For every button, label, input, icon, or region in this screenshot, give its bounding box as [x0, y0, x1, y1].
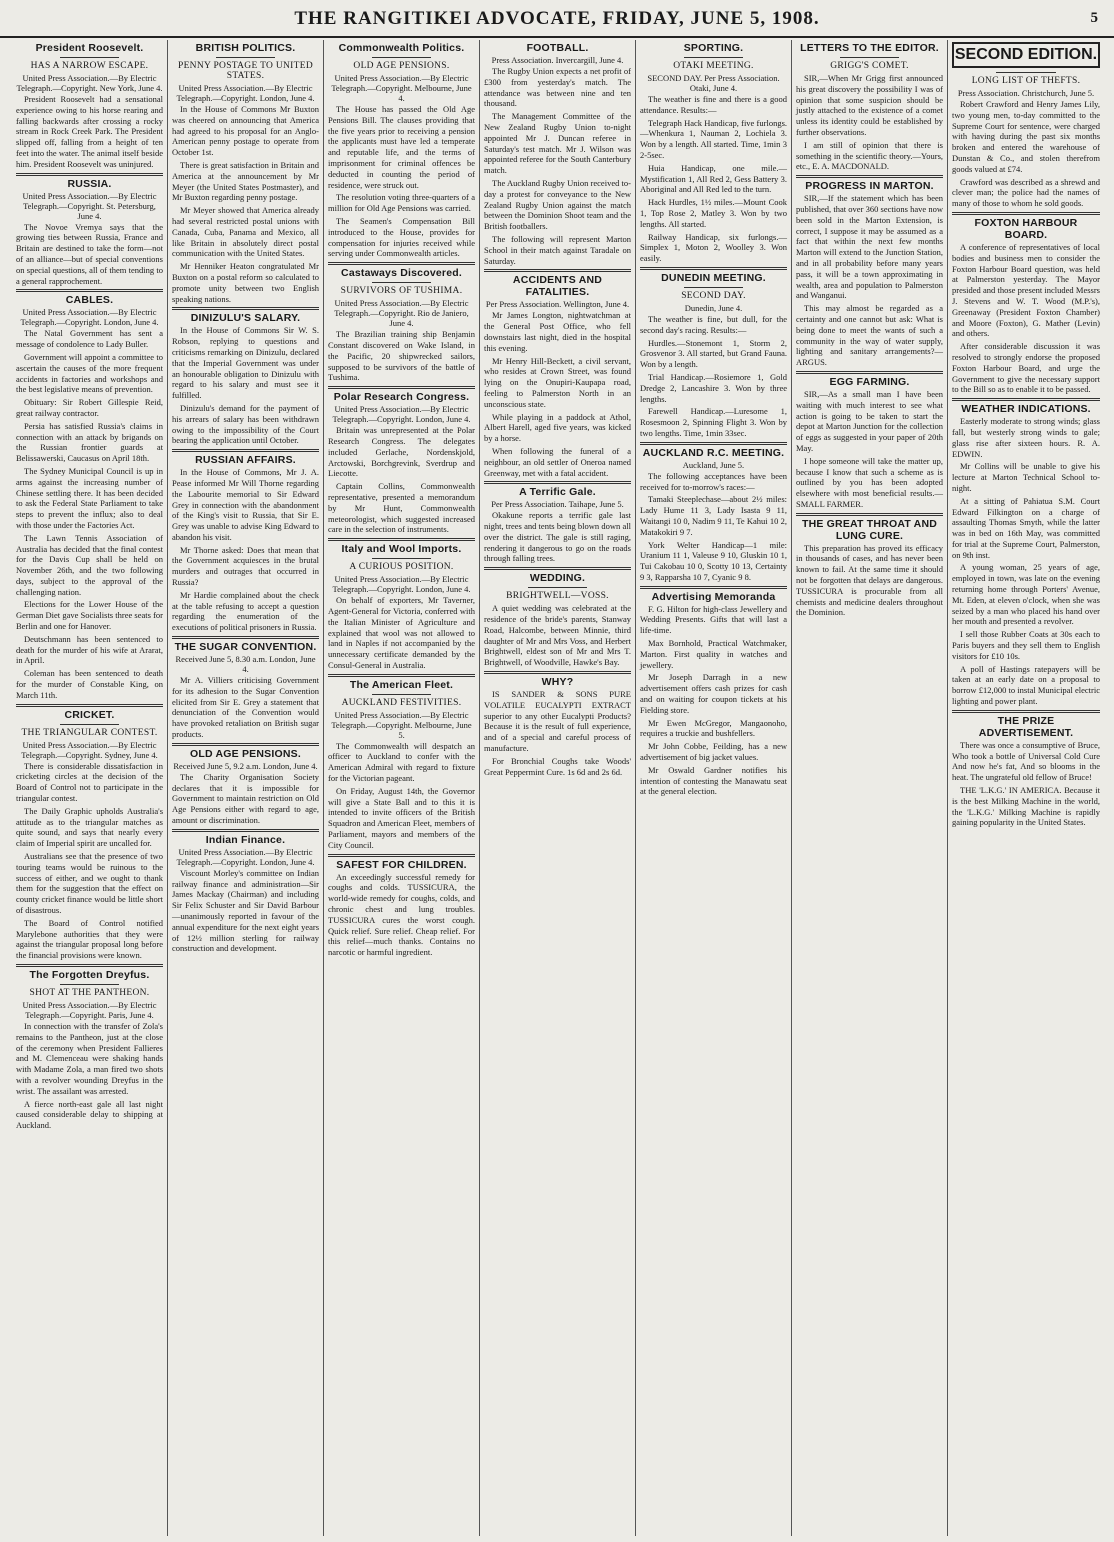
article-heading: WEATHER INDICATIONS. — [961, 403, 1091, 416]
article-subheading: SECOND DAY. — [681, 290, 746, 301]
article-paragraph: Mr Ewen McGregor, Mangaonoho, requires a truckie and bushfellers. — [640, 717, 787, 739]
article-paragraph: A young woman, 25 years of age, employed in town, was late on the evening returning home through Porters' Avenue, Mt. Eden, at eleven o'clock, when she was seized by a man who placed his hand over her mouth and presented a revolver. — [952, 562, 1100, 627]
article-paragraph: I sell those Rubber Coats at 30s each to Paris buyers and they sell them to English visitors for £10 10s. — [952, 629, 1100, 661]
article-subheading: LONG LIST OF THEFTS. — [971, 76, 1081, 86]
article-subheading: AUCKLAND FESTIVITIES. — [341, 697, 462, 708]
article-paragraph: A fierce north-east gale all last night caused considerable delay to shipping at Auckland. — [16, 1098, 163, 1131]
article — [172, 636, 319, 740]
article-paragraph: In the House of Commons Mr Buxton was cheered on announcing that America had agreed to his proposal for an Anglo-American penny postage to operate from October 1st. — [172, 104, 319, 158]
article-heading: FOOTBALL. — [526, 42, 589, 54]
article — [172, 829, 319, 954]
article-paragraph: Mr Hardie complained about the check at the table refusing to accept a question regarding the enumeration of the executions of political prisoners in Russia. — [172, 589, 319, 633]
article — [796, 371, 943, 510]
heading-rule — [372, 694, 431, 695]
article-paragraph: While playing in a paddock at Athol, Albert Harell, aged five years, was kicked by a horse. — [484, 411, 631, 444]
column-7 — [948, 40, 1104, 1536]
article-paragraph: In the House of Commons Sir W. S. Robson, replying to questions and criticisms remarking on Dinizulu, declared that the Imperial Government was under an honourable obligation to Dinizulu with regard to his salary and must see it fulfilled. — [172, 325, 319, 401]
article-paragraph: Huia Handicap, one mile.—Mystification 1, All Red 2, Gess Battery 3. Aboriginal and All Red led to the turn. — [640, 162, 787, 195]
article-heading: CRICKET. — [64, 708, 115, 721]
article-paragraph: President Roosevelt had a sensational experience owing to his horse rearing and falling backwards after crossing a rocky stream in Rock Creek Park. The President slipped off, falling from a height of ten feet into the water. The animal itself beside him. President Roosevelt was uninjured. — [16, 94, 163, 169]
article-paragraph: Mr Meyer showed that America already had several restricted postal unions with Canada, Cuba, Panama and Mexico, all like Britain in absolutely direct postal communication with the United States. — [172, 205, 319, 259]
article-heading: AUCKLAND R.C. MEETING. — [642, 446, 785, 459]
article — [952, 398, 1100, 707]
article-dateline: United Press Association.—By Electric Telegraph.—Copyright. Rio de Janiero, June 4. — [334, 298, 469, 329]
article-dateline: Press Association. Invercargill, June 4. — [491, 55, 624, 65]
heading-rule — [216, 57, 275, 58]
article-paragraph: The Brazilian training ship Benjamin Constant discovered on Wake Island, in the Pacific, 20 shipwrecked sailors, supposed to be survivors of the battle of Tushima. — [328, 329, 475, 383]
article-paragraph: An exceedingly successful remedy for coughs and colds. TUSSICURA, the world-wide remedy for coughs, colds, and chronic chest and lung troubles. TUSSICURA cures the worst cough. Quick relief. Sure relief. Cheap relief. For this relief—much thanks. Contains no narcotic or harmful ingredient. — [328, 871, 475, 958]
article-paragraph: Mr Collins will be unable to give his lecture at Marton Technical School to-night. — [952, 461, 1100, 493]
article-divider — [640, 267, 787, 270]
article-paragraph: Trial Handicap.—Rosiemore 1, Gold Dredge 2, Lancashire 3. Won by three lengths. — [640, 371, 787, 404]
article-paragraph: There was once a consumptive of Bruce, Who took a bottle of Universal Cold Cure And now he's fat, And so blooms in the heat. The ungrateful old fellow of Bruce! — [952, 739, 1100, 783]
article-heading: EGG FARMING. — [829, 375, 910, 388]
article-paragraph: Australians see that the presence of two touring teams would be ruinous to the success of either, and we ought to thank them for the suggestion that the effect on county cricket finance would be little short of disastrous. — [16, 851, 163, 916]
article-dateline: United Press Association.—By Electric Telegraph.—Copyright. London, June 4. — [332, 574, 471, 595]
article — [16, 42, 163, 170]
article-heading: OLD AGE PENSIONS. — [190, 747, 301, 760]
article-paragraph: On Friday, August 14th, the Governor will give a State Ball and to this it is intended to invite officers of the British Squadron and American Fleet, members of Parliament, mayors and members of the City Council. — [328, 785, 475, 850]
article-divider — [640, 586, 787, 589]
heading-rule — [684, 287, 743, 288]
article-paragraph: F. G. Hilton for high-class Jewellery and Wedding Presents. Gifts that will last a life-time. — [640, 603, 787, 636]
article-paragraph: Dinizulu's demand for the payment of his arrears of salary has been withdrawn owing to the impossibility of the Court bearing the application until October. — [172, 402, 319, 446]
article-paragraph: There is great satisfaction in Britain and America at the announcement by Mr Meyer (the United States Postmaster), and Mr Buxton regarding penny postage. — [172, 159, 319, 203]
article — [328, 538, 475, 671]
article-subheading: HAS A NARROW ESCAPE. — [30, 61, 149, 71]
article-dateline: United Press Association.—By Electric Telegraph.—Copyright. London, June 4. — [20, 307, 159, 328]
article-paragraph: Obituary: Sir Robert Gillespie Reid, great railway contractor. — [16, 397, 163, 418]
article-paragraph: Robert Crawford and Henry James Lily, two young men, to-day committed to the Supreme Court for sentence, were charged with having during the past six months broken and entered the warehouse of Dunstan & Co., and stolen therefrom goods valued at £74. — [952, 99, 1100, 174]
article-dateline: Received June 5, 9.2 a.m. London, June 4. — [173, 760, 318, 771]
article-paragraph: SIR,—As a small man I have been waiting with much interest to see what action is going to be taken to start the depot at Marton Junction for the collection of eggs as suggested in your paper of 20th May. — [796, 388, 943, 453]
article-dateline: Auckland, June 5. — [682, 459, 745, 470]
article-divider — [796, 175, 943, 178]
article — [328, 42, 475, 259]
article-heading: WEDDING. — [529, 572, 586, 585]
article-paragraph: Crawford was described as a shrewd and clever man; the police had the names of many of those to whom he sold goods. — [952, 176, 1100, 209]
article-divider — [172, 636, 319, 639]
article-heading: A Terrific Gale. — [519, 486, 596, 499]
article — [952, 42, 1100, 209]
article-paragraph: The Auckland Rugby Union received to-day a protest for conveyance to the New Zealand Rugby Union against the match between the Dominion Shoot team and the British footballers. — [484, 177, 631, 232]
article-heading: CABLES. — [65, 294, 114, 307]
heading-rule — [60, 984, 119, 985]
article-paragraph: Coleman has been sentenced to death for the murder of Constable King, on March 11th. — [16, 668, 163, 700]
article-divider — [172, 307, 319, 310]
article-heading: Commonwealth Politics. — [338, 42, 465, 54]
article-paragraph: Telegraph Hack Handicap, five furlongs.—Whenkura 1, Nauman 2, Lochiela 3. Won by a length. All started. Time, 1min 3 2-5sec. — [640, 117, 787, 160]
article-paragraph: SIR,—When Mr Grigg first announced his great discovery the possibility I was of opinion that some suspicion should be justly attached to the existence of a comet unless its identity could be established by further observations. — [796, 73, 943, 137]
article-paragraph: A poll of Hastings ratepayers will be taken at an early date on a proposal to borrow £12,000 to instal Municipal electric lighting and power plant. — [952, 663, 1100, 707]
article-paragraph: This preparation has proved its efficacy in thousands of cases, and has never been known to fail. At the same time it should not be forgotten that delays are dangerous. TUSSICURA is procurable from all chemists and medicine dealers throughout the Dominion. — [796, 542, 943, 618]
article-dateline: United Press Association.—By Electric Telegraph.—Copyright. London, June 4. — [176, 83, 315, 103]
columns-container — [12, 40, 1104, 1536]
article-heading: LETTERS TO THE EDITOR. — [800, 42, 939, 54]
article-paragraph: The Novoe Vremya says that the growing ties between Russia, France and Britain are destined to take the form—not of an alliance—but of special conventions on special questions, all of them tending to a general rapprochement. — [16, 221, 163, 286]
article — [484, 671, 631, 777]
column-3 — [324, 40, 480, 1536]
masthead — [0, 6, 1114, 38]
article-dateline: Per Press Association. Wellington, June 4. — [485, 299, 630, 310]
article — [640, 267, 787, 439]
article-divider — [16, 704, 163, 707]
article-paragraph: The following acceptances have been received for to-morrow's races:— — [640, 470, 787, 492]
heading-rule — [528, 587, 587, 588]
article-paragraph: After considerable discussion it was resolved to strongly endorse the proposed Foxton Harbour Board, and urge the Government to give the necessary support to the Bill so as to enable it to be passed. — [952, 341, 1100, 395]
article-paragraph: THE 'L.K.G.' IN AMERICA. Because it is the best Milking Machine in the world, the 'L.K.G.' Milking Machine is rapidly gaining popularity in the United States. — [952, 785, 1100, 828]
article-paragraph: The weather is fine and there is a good attendance. Results:— — [640, 94, 787, 115]
article — [328, 854, 475, 958]
article-paragraph: At a sitting of Pahiatua S.M. Court Edward Filkington on a charge of assaulting Thomas Smyth, while the latter was in bed on 16th May, was committed for trial at the Supreme Court, Palmerston, on 9th inst. — [952, 495, 1100, 560]
article-divider — [952, 710, 1100, 713]
article-heading: Indian Finance. — [205, 833, 286, 846]
article — [484, 42, 631, 266]
column-5 — [636, 40, 792, 1536]
article-heading: ACCIDENTS AND FATALITIES. — [512, 274, 603, 299]
article-subheading: SHOT AT THE PANTHEON. — [29, 988, 150, 998]
article-paragraph: In the House of Commons, Mr J. A. Pease informed Mr Will Thorne regarding the Labourite memorial to Sir Edward Grey in connection with the abandonment of the King's visit to Russia, that Sir E. Grey was unable to advise King Edward to abandon his visit. — [172, 467, 319, 542]
article-dateline: United Press Association.—By Electric Telegraph.—Copyright. London, June 4. — [176, 846, 315, 867]
article-heading: THE SUGAR CONVENTION. — [174, 641, 317, 654]
article — [484, 481, 631, 564]
heading-rule — [60, 57, 119, 58]
article-dateline: Received June 5, 8.30 a.m. London, June 4. — [175, 654, 316, 675]
article-paragraph: SIR,—If the statement which has been published, that over 360 sections have now been sold in the Marton Extension, is correct, I suppose it may be assumed as a fact that within the next few months Marton will extend to the Junction Station, and in all probability before many years pass, it will be a town approximating in wealth, area and population to Palmerston and Wanganui. — [796, 193, 943, 301]
article-paragraph: I hope someone will take the matter up, because I know that such a scheme as is outlined by you has been adopted elsewhere with most beneficial results.—SMALL FARMER. — [796, 455, 943, 509]
article-paragraph: York Welter Handicap—1 mile: Uranium 11 1, Valeuse 9 10, Gluskin 10 1, Tui Cakobau 10 0, Scotty 10 13, Certainty 9 3, Rapparsha 10 7, Cyanic 9 8. — [640, 539, 787, 582]
article-divider — [484, 269, 631, 272]
article-subheading: PENNY POSTAGE TO UNITED STATES. — [177, 61, 313, 81]
heading-rule — [996, 72, 1055, 73]
article-divider — [172, 743, 319, 746]
article-paragraph: In connection with the transfer of Zola's remains to the Pantheon, just at the close of the ceremony when President Fallieres and M. Clemenceau were shaking hands with Madame Zola, a man fired two shots with a revolver wounding Dreyfus in the wrist. The assailant was arrested. — [16, 1021, 163, 1096]
article-divider — [952, 212, 1100, 215]
article-paragraph: When following the funeral of a neighbour, an old settler of Oneroa named Greenway, met with a fatal accident. — [484, 445, 631, 478]
article-paragraph: Mr A. Villiers criticising Government for its adhesion to the Sugar Convention elicited from Sir E. Grey a statement that denunciation of the Convention would have provoked retaliation on British sugar products. — [172, 675, 319, 740]
article-paragraph: Mr Joseph Darragh in a new advertisement offers cash prizes for cash and on waiting for coupon tickets at his Fielding store. — [640, 672, 787, 715]
article — [952, 710, 1100, 828]
column-6 — [792, 40, 948, 1536]
article-paragraph: Hurdles.—Stonemont 1, Storm 2, Grosvenor 3. All started, but Grand Fauna. Won by a length. — [640, 337, 787, 370]
article-divider — [328, 674, 475, 677]
column-4 — [480, 40, 636, 1536]
article-heading: RUSSIA. — [67, 177, 112, 190]
article — [172, 743, 319, 826]
article-paragraph: Mr Thorne asked: Does that mean that the Government acquiesces in the brutal murders and outrages that occurred in Russia? — [172, 544, 319, 588]
article-paragraph: The House has passed the Old Age Pensions Bill. The clauses providing that the five years prior to receiving a pension the applicants must have led a temperate and reputable life, and the terms of imprisonment for criminal offences be deducted in counting the period of residence, were struck out. — [328, 104, 475, 190]
heading-rule — [684, 57, 743, 58]
article-paragraph: Elections for the Lower House of the German Diet gave Socialists three seats for Berlin and one for Hanover. — [16, 599, 163, 632]
article-divider — [172, 449, 319, 452]
article-paragraph: The Management Committee of the New Zealand Rugby Union to-night appointed Mr J. Duncan referee in Saturday's test match. Mr J. Wilson was appointed referee for the South Canterbury match. — [484, 111, 631, 176]
article-divider — [484, 481, 631, 484]
article-divider — [16, 964, 163, 967]
article — [640, 586, 787, 798]
article-divider — [484, 671, 631, 674]
article-paragraph: Captain Collins, Commonwealth representative, presented a memorandum by Mr Hunt, Commonwealth meteorologist, which suggested increased care in the selection of instruments. — [328, 481, 475, 535]
article-paragraph: Government will appoint a committee to ascertain the causes of the more frequent accidents in factories and workshops and the best legislative means of prevention. — [16, 351, 163, 395]
article-paragraph: Okakune reports a terrific gale last night, trees and tents being blown down all over the district. The gale is still raging, rendering it dangerous to go on the roads through falling trees. — [484, 510, 631, 564]
article-paragraph: For Bronchial Coughs take Woods' Great Peppermint Cure. 1s 6d and 2s 6d. — [484, 755, 631, 777]
article — [172, 449, 319, 633]
article-heading: FOXTON HARBOUR BOARD. — [974, 216, 1078, 241]
article-divider — [328, 386, 475, 389]
article-paragraph: Mr James Longton, nightwatchman at the General Post Office, who fell downstairs last night, died in the hospital this evening. — [484, 310, 631, 353]
article-subheading: A CURIOUS POSITION. — [349, 562, 454, 573]
article-dateline: United Press Association.—By Electric Telegraph.—Copyright. Paris, June 4. — [22, 1000, 157, 1020]
article-dateline: United Press Association.—By Electric Telegraph.—Copyright. Sydney, June 4. — [21, 739, 158, 760]
article — [796, 513, 943, 619]
article-divider — [796, 513, 943, 516]
article-paragraph: Mr John Cobbe, Feilding, has a new advertisement of big jacket values. — [640, 741, 787, 763]
article-paragraph: The resolution voting three-quarters of a million for Old Age Pensions was carried. — [328, 192, 475, 214]
article-subheading: OLD AGE PENSIONS. — [353, 61, 450, 71]
article — [16, 173, 163, 287]
article-heading: SPORTING. — [683, 42, 744, 54]
article-dateline: Per Press Association. Taihape, June 5. — [491, 499, 624, 510]
article-paragraph: The Daily Graphic upholds Australia's attitude as to the triangular matches as quite sound, and says that nearly every claim of Imperial spirit are uncalled for. — [16, 805, 163, 849]
heading-rule — [372, 57, 431, 58]
article-heading: PROGRESS IN MARTON. — [805, 180, 934, 193]
article-paragraph: The Board of Control notified Marylebone authorities that they were against the triangular proposal long before the financial provisions were known. — [16, 917, 163, 961]
masthead-title: THE RANGITIKEI ADVOCATE, FRIDAY, JUNE 5, 1908. — [294, 8, 820, 29]
article-paragraph: The Charity Organisation Society declares that it is impossible for Government to maintain restriction on Old Age Pensions either with regard to age, amount or discrimination. — [172, 771, 319, 826]
article-heading: BRITISH POLITICS. — [195, 42, 296, 54]
article-paragraph: The following will represent Marton School in their match against Taradale on Saturday. — [484, 233, 631, 266]
article-paragraph: A quiet wedding was celebrated at the residence of the bride's parents, Stanway Road, Halcombe, between Minnie, third daughter of Mr and Mrs Voss, and Herbert Brightwell, eldest son of Mr and Mrs T. Brightwell, of Woodville, Hawke's Bay. — [484, 603, 631, 668]
article — [16, 704, 163, 961]
heading-rule — [840, 57, 899, 58]
page-number: 5 — [1090, 10, 1098, 26]
article-dateline: United Press Association.—By Electric Telegraph.—Copyright. St. Petersburg, June 4. — [22, 190, 157, 221]
article-heading: DINIZULU'S SALARY. — [190, 312, 301, 325]
column-2 — [168, 40, 324, 1536]
article — [640, 42, 787, 264]
article-paragraph: The Natal Government has sent a message of condolence to Lady Buller. — [16, 328, 163, 350]
article-paragraph: Viscount Morley's committee on Indian railway finance and administration—Sir James Mackay (Chairman) and including Sir Felix Schuster and Sir David Barbour—unanimously reported in favour of the annual expenditure for the next eight years of 12½ million sterling for railway construction and development. — [172, 867, 319, 954]
article-subheading: GRIGG'S COMET. — [830, 61, 909, 71]
article-paragraph: The Lawn Tennis Association of Australia has decided that the final contest for the Davis Cup shall be held on November 26th, and the two following days, subject to the approval of the challenging nation. — [16, 532, 163, 597]
article — [484, 269, 631, 478]
article-paragraph: IS SANDER & SONS PURE VOLATILE EUCALYPTI EXTRACT superior to any other Eucalypti Products? Because it is the result of full experience, and of a special and careful process of manufacture. — [484, 689, 631, 754]
article-paragraph: The Sydney Municipal Council is up in arms against the increasing number of Chinese settling there. It has been decided to ask the Federal State Parliament to take steps to prevent the influx; also to deal with those under the Factories Act. — [16, 465, 163, 530]
article — [16, 964, 163, 1131]
article-paragraph: Mr Oswald Gardner notifies his intention of contesting the Manawatu seat at the general election. — [640, 764, 787, 797]
article-dateline: Press Association. Christchurch, June 5. — [957, 88, 1095, 98]
article-paragraph: There is considerable dissatisfaction in cricketing circles at the decision of the Board of Control not to participate in the triangular contest. — [16, 760, 163, 804]
article — [172, 307, 319, 446]
article-paragraph: Tamaki Steeplechase—about 2½ miles: Lady Hume 11 3, Lady Isasta 9 11, Waitangi 10 0, Nadim 9 11, Te Kahui 10 2, Matakokiri 9 7. — [640, 494, 787, 537]
heading-rule — [60, 724, 119, 725]
article-dateline: SECOND DAY. Per Press Association. Otaki, June 4. — [647, 73, 780, 93]
article-dateline: United Press Association.—By Electric Telegraph.—Copyright. Melbourne, June 5. — [331, 709, 472, 740]
article-paragraph: On behalf of exporters, Mr Taverner, Agent-General for Victoria, conferred with the Italian Minister of Agriculture and explained that wool was not allowed to land in Naples if not accompanied by the unnecessary certificate demanded by the Consul-General in Australia. — [328, 595, 475, 670]
article-subheading: OTAKI MEETING. — [673, 61, 754, 71]
article-divider — [640, 442, 787, 445]
article-heading: Advertising Memoranda — [651, 590, 776, 603]
article-divider — [328, 538, 475, 541]
article-divider — [328, 854, 475, 857]
article-heading: THE GREAT THROAT AND LUNG CURE. — [801, 517, 938, 542]
article-dateline: Dunedin, June 4. — [684, 302, 743, 313]
article-heading: RUSSIAN AFFAIRS. — [195, 454, 296, 467]
article-paragraph: Britain was unrepresented at the Polar Research Congress. The delegates included Gerlache, Nordenskjold, Arctowski, Borchgrevink, Sverdrup and Liecotte. — [328, 425, 475, 479]
column-1 — [12, 40, 168, 1536]
article-paragraph: Mr Henry Hill-Beckett, a civil servant, who resides at Crown Street, was found lying on the Onupiri-Kaupapa road, feeling to Palmerston North in an unconscious state. — [484, 355, 631, 409]
article — [328, 386, 475, 535]
article-dateline: United Press Association.—By Electric Telegraph.—Copyright. London, June 4. — [332, 404, 471, 425]
article-paragraph: Max Bornhold, Practical Watchmaker, Marton. First quality in watches and jewellery. — [640, 638, 787, 670]
article-heading: Castaways Discovered. — [341, 267, 462, 280]
article-paragraph: Persia has satisfied Russia's claims in connection with an attack by brigands on the Russian frontier guards at Belissawerski, Caucasus on April 18th. — [16, 420, 163, 464]
article-heading: THE PRIZE ADVERTISEMENT. — [978, 714, 1074, 739]
article — [484, 567, 631, 668]
article-heading: The American Fleet. — [349, 678, 454, 691]
article-dateline: United Press Association.—By Electric Telegraph.—Copyright. Melbourne, June 4. — [331, 73, 472, 103]
article-heading: SAFEST FOR CHILDREN. — [336, 858, 467, 871]
article-paragraph: Deutschmann has been sentenced to death for the murder of his wife at Ararat, in April. — [16, 633, 163, 666]
article-paragraph: Easterly moderate to strong winds; glass fall, but westerly strong winds to gale; glass rise after sixteen hours. R. A. EDWIN. — [952, 416, 1100, 459]
article-paragraph: Mr Henniker Heaton congratulated Mr Buxton on a postal reform so calculated to promote unity between two English speaking nations. — [172, 261, 319, 304]
article-subheading: THE TRIANGULAR CONTEST. — [21, 727, 158, 738]
article-divider — [16, 289, 163, 292]
article-dateline: United Press Association.—By Electric Telegraph.—Copyright. New York, June 4. — [16, 73, 163, 93]
article-divider — [796, 371, 943, 374]
heading-rule — [372, 282, 431, 283]
article — [172, 42, 319, 304]
article-heading: SECOND EDITION. — [952, 42, 1100, 68]
article-paragraph: A conference of representatives of local bodies and business men to consider the Foxton Harbour Board question, was held at Palmerston yesterday. The Mayor presided and those present included Messrs J. Stevens and W. T. Wood (M.P.'s), Greenaway (President Foxton Chamber) and Moore (Foxton), G. Mather (Levin) and others. — [952, 241, 1100, 339]
article-heading: DUNEDIN MEETING. — [661, 271, 766, 284]
article-heading: The Forgotten Dreyfus. — [29, 969, 150, 981]
article — [328, 674, 475, 851]
article-heading: WHY? — [541, 676, 574, 689]
article-paragraph: Railway Handicap, six furlongs.—Simplex 1, Moton 2, Woolley 3. Won easily. — [640, 231, 787, 264]
article-subheading: SURVIVORS OF TUSHIMA. — [340, 286, 463, 297]
article-subheading: BRIGHTWELL—VOSS. — [506, 591, 609, 602]
article-paragraph: The Commonwealth will despatch an officer to Auckland to confer with the American Admiral with regard to fixture for the Victorian pageant. — [328, 740, 475, 784]
article — [328, 262, 475, 383]
article-heading: President Roosevelt. — [35, 42, 144, 54]
article — [640, 442, 787, 583]
heading-rule — [372, 558, 431, 559]
article-heading: Polar Research Congress. — [333, 391, 470, 404]
article — [796, 175, 943, 368]
article-divider — [16, 173, 163, 176]
article-divider — [484, 567, 631, 570]
article-paragraph: I am still of opinion that there is something in the scientific theory.—Yours, etc., E. A. MACDONALD. — [796, 139, 943, 172]
article-paragraph: The Seamen's Compensation Bill introduced to the House, provides for compensation for injuries received while serving under Commonwealth articles. — [328, 215, 475, 259]
article-paragraph: Farewell Handicap.—Luresome 1, Rosesmoon 2, Spinning Flight 3. Won by two lengths. Time, 1min 33sec. — [640, 406, 787, 438]
article-paragraph: This may almost be regarded as a certainty and one cannot but ask: What is being done to meet the wants of such a community in the way of water supply, lighting and sanitary arrangements?—ARGUS. — [796, 303, 943, 368]
article-divider — [328, 262, 475, 265]
article-paragraph: The weather is fine, but dull, for the second day's racing. Results:— — [640, 313, 787, 335]
article-paragraph: The Rugby Union expects a net profit of £300 from yesterday's match. The attendance was between nine and ten thousand. — [484, 66, 631, 109]
article — [796, 42, 943, 172]
article-divider — [172, 829, 319, 832]
article-heading: Italy and Wool Imports. — [341, 543, 462, 556]
article — [16, 289, 163, 700]
article-paragraph: Hack Hurdles, 1½ miles.—Mount Cook 1, Top Rose 2, Matley 3. Won by two lengths. All started. — [640, 197, 787, 229]
article — [952, 212, 1100, 395]
article-divider — [952, 398, 1100, 401]
